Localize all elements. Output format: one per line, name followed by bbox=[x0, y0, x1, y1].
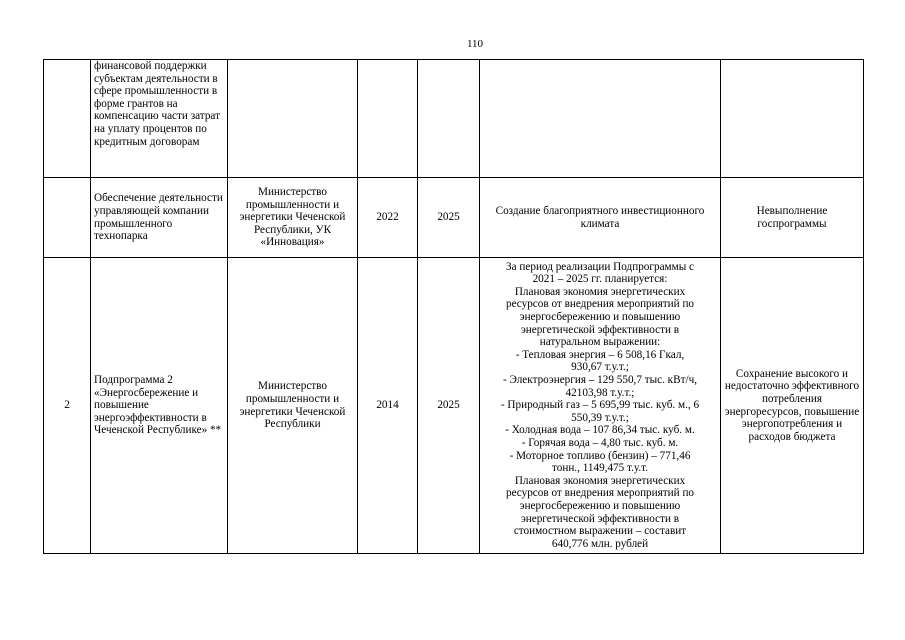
executor-cell bbox=[228, 60, 358, 178]
page-number: 110 bbox=[466, 38, 484, 50]
end-year-cell: 2025 bbox=[418, 178, 480, 258]
result-cell bbox=[480, 258, 721, 554]
result-line: энергетической эффективности в bbox=[520, 512, 680, 525]
result-line: - Горячая вода – 4,80 тыс. куб. м. bbox=[521, 436, 679, 449]
result-line: Плановая экономия энергетических bbox=[514, 285, 686, 298]
event-name-cell: Подпрограмма 2 «Энергосбережение и повышение энергоэффективности в Чеченской Республике» ** bbox=[91, 258, 228, 554]
result-line: Плановая экономия энергетических bbox=[514, 474, 686, 487]
end-year-cell: 2025 bbox=[418, 258, 480, 554]
executor-cell: Министерство промышленности и энергетики Чеченской Республики, УК «Инновация» bbox=[228, 178, 358, 258]
executor-cell: Министерство промышленности и энергетики Чеченской Республики bbox=[228, 258, 358, 554]
result-cell: Создание благоприятного инвестиционного климата bbox=[480, 178, 721, 258]
row-number-cell bbox=[44, 178, 91, 258]
result-line: - Тепловая энергия – 6 508,16 Гкал, bbox=[515, 348, 685, 361]
result-line: 930,67 т.у.т.; bbox=[571, 361, 629, 374]
result-line: энергосбережению и повышению bbox=[519, 311, 681, 324]
result-line: 2021 – 2025 гг. планируется: bbox=[532, 273, 668, 286]
result-line: ресурсов от внедрения мероприятий по bbox=[505, 487, 695, 500]
result-cell bbox=[480, 60, 721, 178]
table-row bbox=[44, 258, 864, 554]
event-name-cell: финансовой поддержки субъектам деятельности в сфере промышленности в форме грантов на компенсацию части затрат на уплату процентов по кредитным договорам bbox=[91, 60, 228, 178]
result-line: 550,39 т.у.т.; bbox=[571, 411, 629, 424]
table-row bbox=[44, 178, 864, 258]
result-line: натуральном выражении: bbox=[539, 336, 661, 349]
result-line: За период реализации Подпрограммы с bbox=[506, 260, 694, 273]
result-line: тонн., 1149,475 т.у.т. bbox=[552, 462, 648, 475]
result-line: 42103,98 т.у.т.; bbox=[565, 386, 635, 399]
event-name-cell: Обеспечение деятельности управляющей компании промышленного технопарка bbox=[91, 178, 228, 258]
risk-cell bbox=[721, 60, 864, 178]
result-line: энергетической эффективности в bbox=[520, 323, 680, 336]
program-table bbox=[43, 59, 864, 554]
result-line: - Моторное топливо (бензин) – 771,46 bbox=[509, 449, 691, 462]
table-row bbox=[44, 60, 864, 178]
risk-cell: Невыполнение госпрограммы bbox=[721, 178, 864, 258]
start-year-cell bbox=[358, 60, 418, 178]
start-year-cell: 2022 bbox=[358, 178, 418, 258]
result-line: 640,776 млн. рублей bbox=[551, 537, 649, 550]
result-line: энергосбережению и повышению bbox=[519, 499, 681, 512]
row-number-cell bbox=[44, 60, 91, 178]
result-line: - Электроэнергия – 129 550,7 тыс. кВт/ч, bbox=[502, 374, 698, 387]
end-year-cell bbox=[418, 60, 480, 178]
risk-cell: Сохранение высокого и недостаточно эффективного потребления энергоресурсов, повышение энергопотребления и расходов бюджета bbox=[721, 258, 864, 554]
result-line: - Холодная вода – 107 86,34 тыс. куб. м. bbox=[505, 424, 695, 437]
result-line: - Природный газ – 5 695,99 тыс. куб. м., 6 bbox=[500, 399, 700, 412]
result-line: стоимостном выражении – составит bbox=[513, 525, 687, 538]
row-number-cell: 2 bbox=[44, 258, 91, 554]
result-line: ресурсов от внедрения мероприятий по bbox=[505, 298, 695, 311]
start-year-cell: 2014 bbox=[358, 258, 418, 554]
result-lines bbox=[483, 261, 717, 551]
